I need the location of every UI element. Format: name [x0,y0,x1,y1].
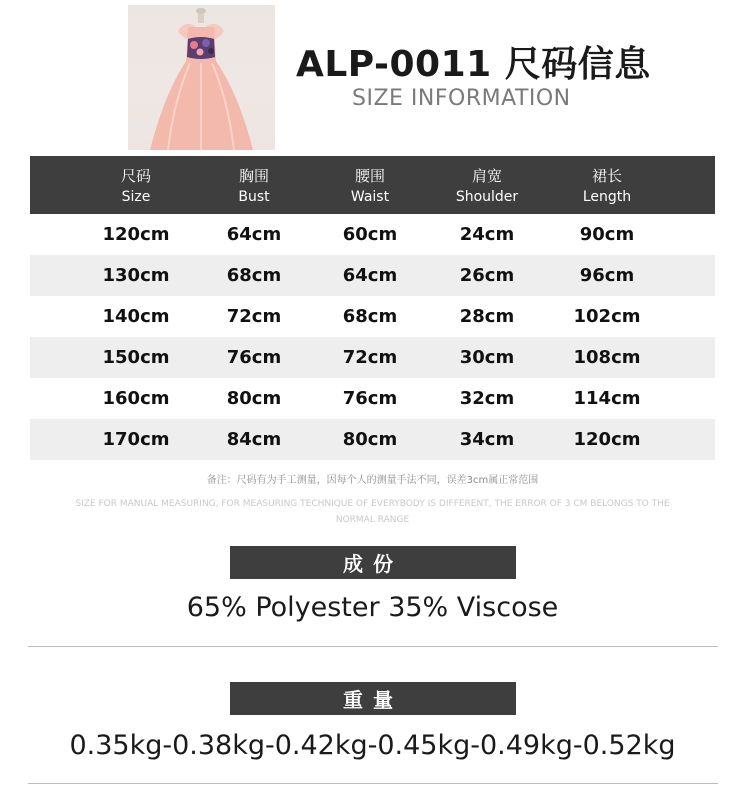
table-row [30,296,715,337]
cell-size: 150cm [102,347,170,368]
cell-size: 130cm [102,265,170,286]
size-table-rows [30,214,715,460]
header-shoulder-cell [437,165,537,205]
cell-size: 160cm [102,388,170,409]
cell-bust: 80cm [226,388,282,409]
header-size-cell [86,165,186,205]
cell-bust: 76cm [226,347,282,368]
table-row [30,378,715,419]
header-bust-cell [204,165,304,205]
measurement-note-en: SIZE FOR MANUAL MEASURING, FOR MEASURING TECHNIQUE OF EVERYBODY IS DIFFERENT, THE ERROR OF 3 CM BELONGS TO THE NORMAL RANGE [75,499,670,525]
weight-value: 0.35kg-0.38kg-0.42kg-0.45kg-0.49kg-0.52kg [69,730,676,761]
table-row [30,255,715,296]
composition-value: 65% Polyester 35% Viscose [186,592,559,623]
cell-waist: 64cm [342,265,398,286]
header-waist-cn: 腰围 [354,167,385,185]
cell-shoulder: 24cm [459,224,515,245]
cell-bust: 68cm [226,265,282,286]
header-waist-en: Waist [350,189,390,205]
cell-length: 102cm [573,306,641,327]
cell-waist: 60cm [342,224,398,245]
page-subtitle: SIZE INFORMATION [352,86,571,111]
size-table-body [30,156,715,460]
header-waist-cell [320,165,420,205]
header-bust-en: Bust [238,189,270,205]
cell-shoulder: 30cm [459,347,515,368]
table-row [30,214,715,255]
cell-size: 140cm [102,306,170,327]
cell-length: 114cm [573,388,641,409]
weight-label: 重量 [343,688,403,712]
cell-bust: 64cm [226,224,282,245]
size-table-header-row [30,156,715,214]
cell-shoulder: 32cm [459,388,515,409]
cell-waist: 76cm [342,388,398,409]
cell-waist: 72cm [342,347,398,368]
cell-waist: 68cm [342,306,398,327]
header-length-cn: 裙长 [591,167,622,185]
cell-length: 96cm [579,265,635,286]
measurement-note-cn: 备注：尺码有为手工测量，因每个人的测量手法不同，误差3cm属正常范围 [206,475,539,486]
cell-bust: 84cm [226,429,282,450]
header-bust-cn: 胸围 [238,167,269,185]
page-title: ALP-0011 尺码信息 [296,44,651,85]
cell-shoulder: 26cm [459,265,515,286]
cell-size: 120cm [102,224,170,245]
divider [28,783,718,784]
header-length-en: Length [582,189,632,205]
header-size-cn-label: 尺码 [120,167,151,185]
table-row [30,337,715,378]
header-size-en-label: Size [121,189,151,205]
cell-size: 170cm [102,429,170,450]
cell-bust: 72cm [226,306,282,327]
header-shoulder-cn: 肩宽 [471,167,502,185]
cell-shoulder: 34cm [459,429,515,450]
composition-label-bar [230,546,516,579]
cell-length: 108cm [573,347,641,368]
cell-shoulder: 28cm [459,306,515,327]
dress-photo-icon [128,5,275,150]
weight-label-bar [230,682,516,715]
cell-length: 120cm [573,429,641,450]
cell-length: 90cm [579,224,635,245]
composition-label: 成份 [343,552,403,576]
divider [28,646,718,647]
cell-waist: 80cm [342,429,398,450]
header-length-cell [557,165,657,205]
header-shoulder-en: Shoulder [455,189,519,205]
table-row [30,419,715,460]
product-photo [128,5,275,150]
